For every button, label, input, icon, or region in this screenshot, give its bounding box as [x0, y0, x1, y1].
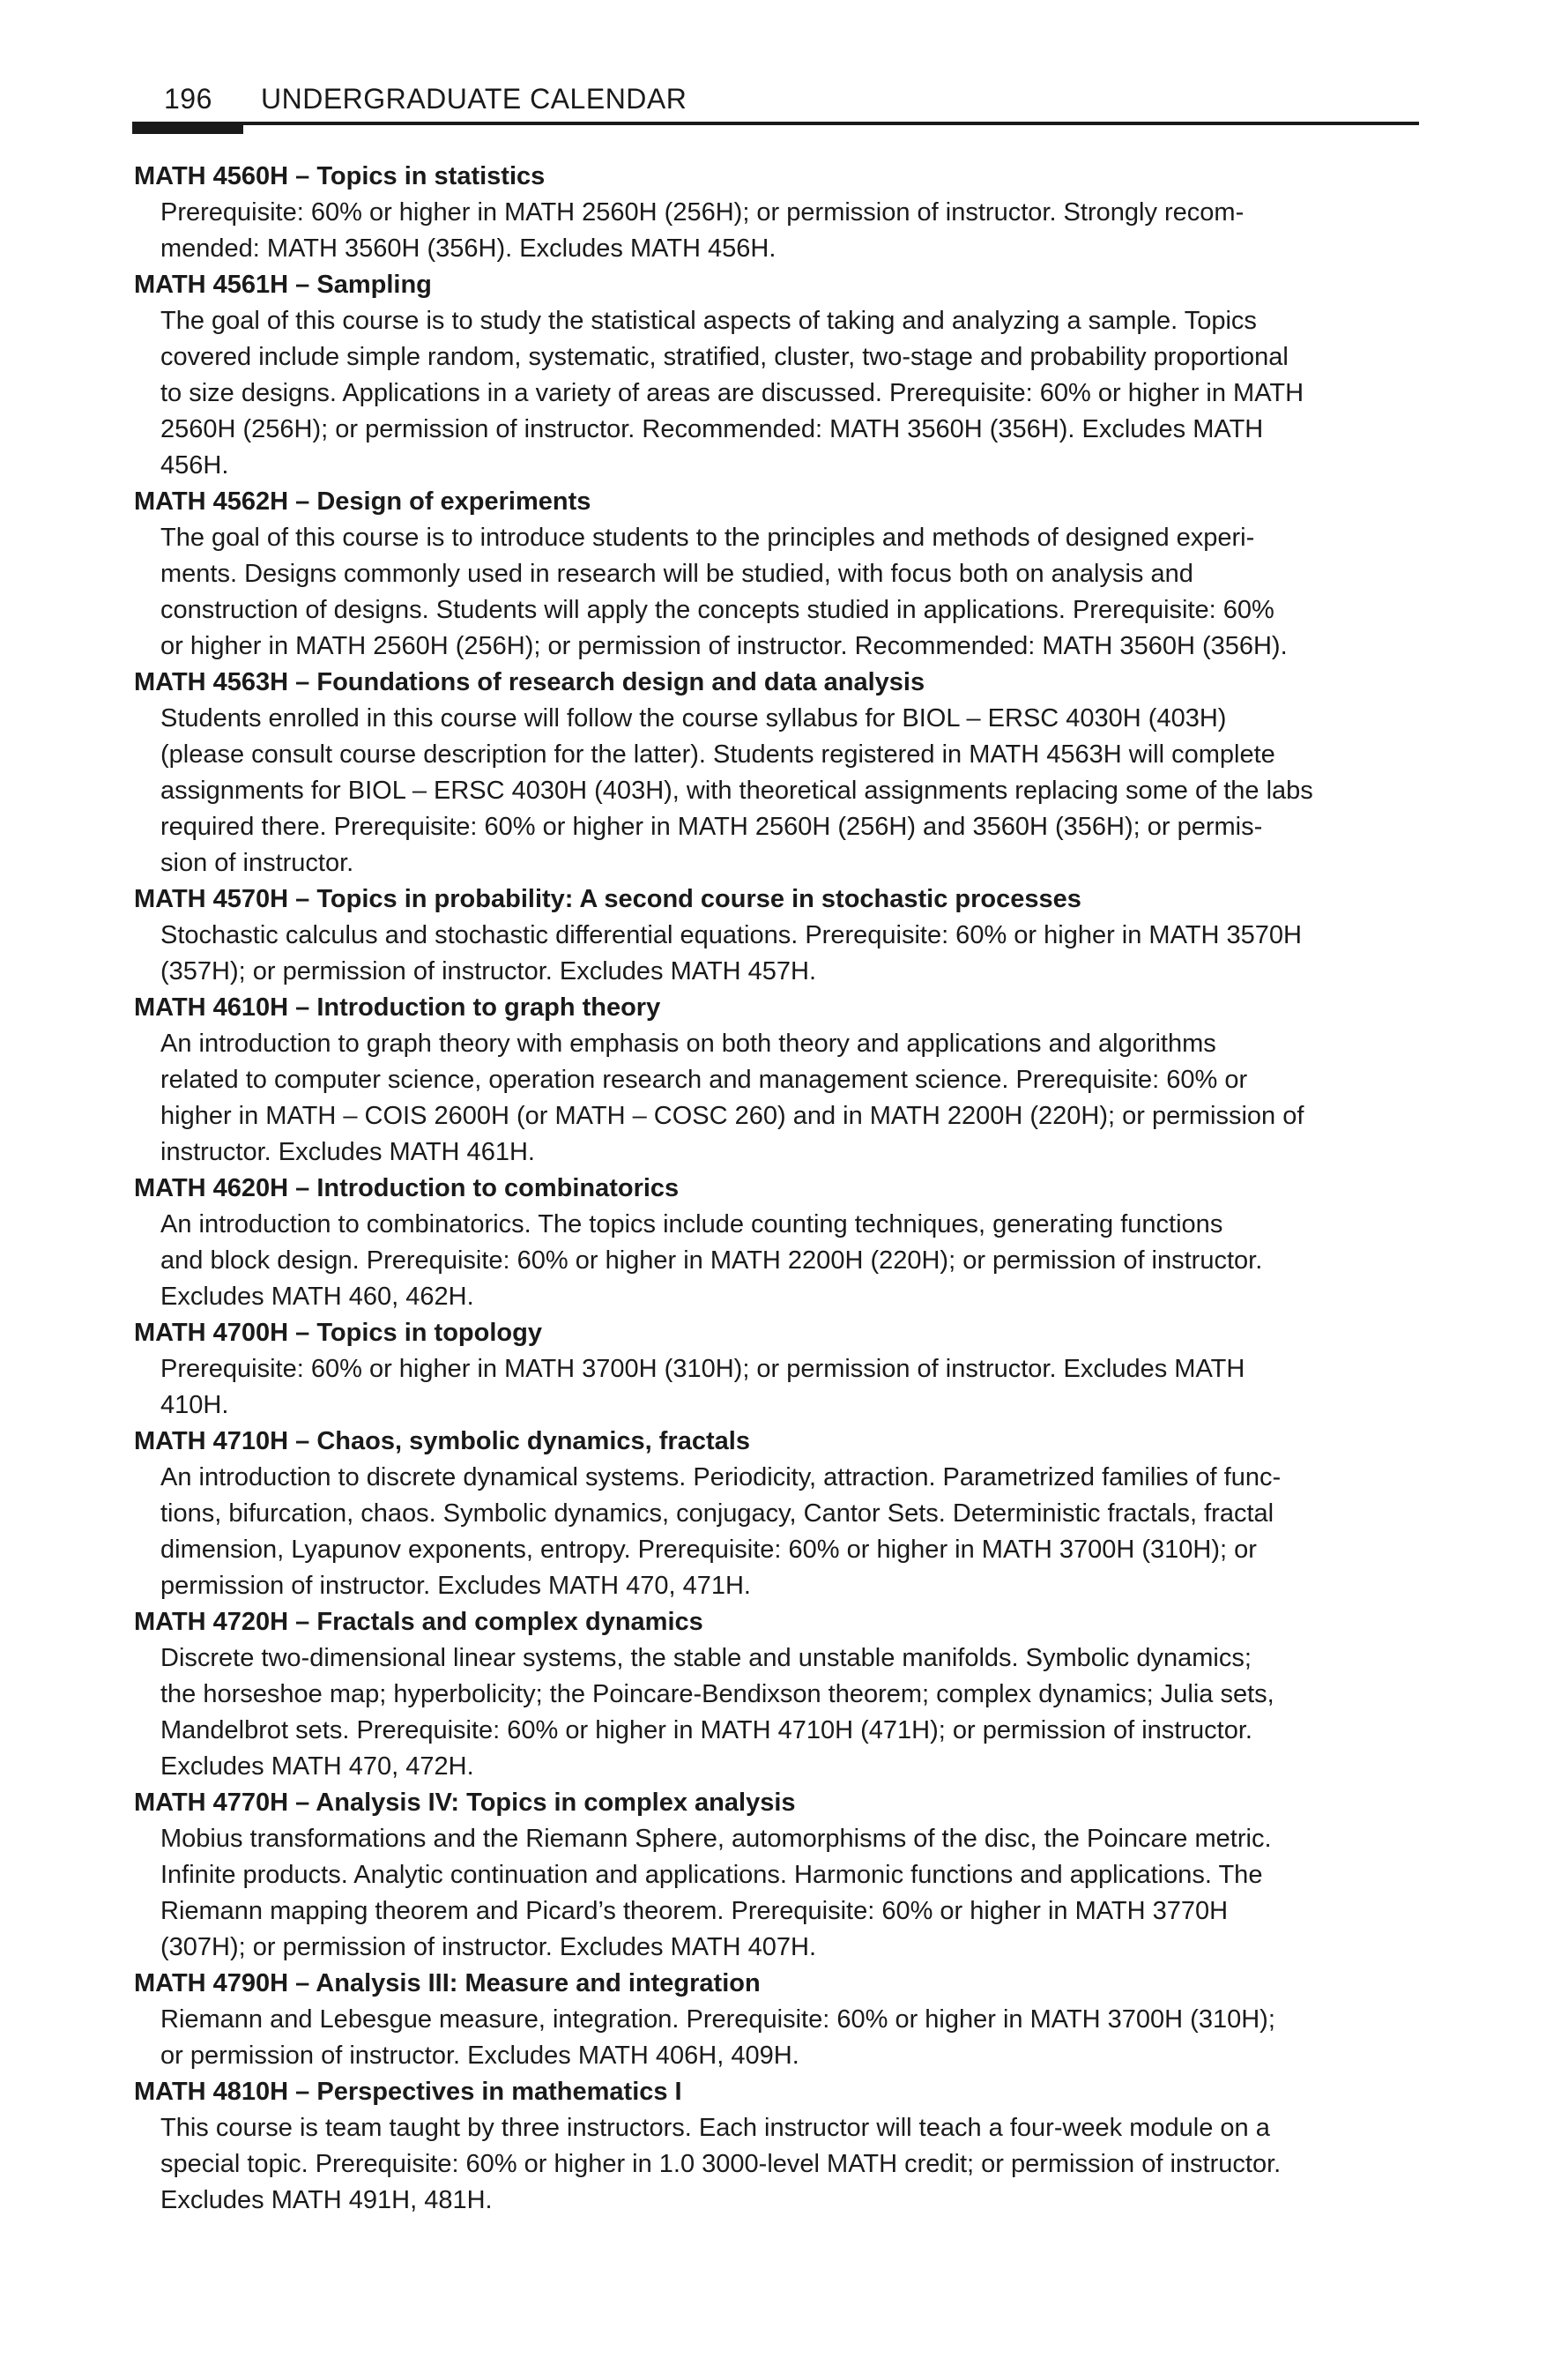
course-description-line: covered include simple random, systematic, stratified, cluster, two-stage and probability proportional — [160, 343, 1289, 371]
course-title: MATH 4561H – Sampling — [134, 271, 432, 299]
course-entry — [134, 1785, 1421, 1966]
course-description-line: An introduction to combinatorics. The topics include counting techniques, generating functions — [160, 1210, 1223, 1238]
course-entry — [134, 159, 1421, 267]
course-description-line: Excludes MATH 470, 472H. — [160, 1752, 474, 1781]
page-number: 196 — [164, 83, 212, 115]
course-description — [134, 520, 1421, 665]
course-description-line: the horseshoe map; hyperbolicity; the Poincare-Bendixson theorem; complex dynamics; Julia sets, — [160, 1680, 1274, 1708]
course-description-line: to size designs. Applications in a variety of areas are discussed. Prerequisite: 60% or higher in MATH — [160, 379, 1304, 407]
course-description-line: The goal of this course is to introduce students to the principles and methods of designed experi- — [160, 524, 1255, 552]
header-rule — [132, 122, 1419, 125]
course-description — [134, 701, 1421, 881]
course-description-line: Discrete two-dimensional linear systems, the stable and unstable manifolds. Symbolic dynamics; — [160, 1644, 1252, 1672]
course-entry — [134, 1315, 1421, 1424]
course-description-line: permission of instructor. Excludes MATH 470, 471H. — [160, 1572, 751, 1600]
course-entry — [134, 1604, 1421, 1785]
course-description-line: (307H); or permission of instructor. Excludes MATH 407H. — [160, 1933, 817, 1961]
course-description-line: Stochastic calculus and stochastic differential equations. Prerequisite: 60% or higher in MATH 3570H — [160, 921, 1302, 949]
course-description — [134, 1351, 1421, 1424]
course-description — [134, 1460, 1421, 1604]
course-description — [134, 2110, 1421, 2219]
course-entry — [134, 881, 1421, 990]
course-title: MATH 4790H – Analysis III: Measure and integration — [134, 1969, 761, 1997]
course-description-line: The goal of this course is to study the statistical aspects of taking and analyzing a sample. Topics — [160, 307, 1257, 335]
course-description — [134, 1821, 1421, 1966]
course-title: MATH 4570H – Topics in probability: A second course in stochastic processes — [134, 885, 1081, 913]
course-description-line: or permission of instructor. Excludes MATH 406H, 409H. — [160, 2042, 799, 2070]
course-entry — [134, 1966, 1421, 2074]
course-description-line: 410H. — [160, 1391, 229, 1419]
course-description-line: Infinite products. Analytic continuation and applications. Harmonic functions and applications. The — [160, 1861, 1263, 1889]
course-description-line: Mobius transformations and the Riemann Sphere, automorphisms of the disc, the Poincare metric. — [160, 1825, 1272, 1853]
course-description-line: construction of designs. Students will apply the concepts studied in applications. Prerequisite: 60% — [160, 596, 1274, 624]
course-title: MATH 4620H – Introduction to combinatorics — [134, 1174, 680, 1202]
course-description — [134, 918, 1421, 990]
course-description-line: 2560H (256H); or permission of instructor. Recommended: MATH 3560H (356H). Excludes MATH — [160, 415, 1264, 443]
course-description-line: tions, bifurcation, chaos. Symbolic dynamics, conjugacy, Cantor Sets. Deterministic fractals, fractal — [160, 1499, 1274, 1528]
course-description-line: special topic. Prerequisite: 60% or higher in 1.0 3000-level MATH credit; or permission of instructor. — [160, 2150, 1282, 2178]
course-description-line: An introduction to graph theory with emphasis on both theory and applications and algorithms — [160, 1030, 1216, 1058]
course-entry — [134, 1171, 1421, 1315]
course-entry — [134, 267, 1421, 484]
running-head — [164, 83, 687, 115]
course-description-line: (357H); or permission of instructor. Excludes MATH 457H. — [160, 957, 817, 985]
course-title: MATH 4770H – Analysis IV: Topics in complex analysis — [134, 1789, 796, 1817]
course-description-line: Prerequisite: 60% or higher in MATH 2560H (256H); or permission of instructor. Strongly recom- — [160, 198, 1245, 227]
course-title: MATH 4700H – Topics in topology — [134, 1319, 542, 1347]
course-list — [134, 159, 1421, 2219]
header-tab-mark — [132, 122, 243, 134]
course-description — [134, 1640, 1421, 1785]
course-description-line: Students enrolled in this course will follow the course syllabus for BIOL – ERSC 4030H (403H) — [160, 704, 1227, 733]
course-description — [134, 195, 1421, 267]
course-description-line: Mandelbrot sets. Prerequisite: 60% or higher in MATH 4710H (471H); or permission of instructor. — [160, 1716, 1252, 1744]
course-entry — [134, 484, 1421, 665]
course-description-line: (please consult course description for the latter). Students registered in MATH 4563H will complete — [160, 740, 1275, 769]
course-description-line: This course is team taught by three instructors. Each instructor will teach a four-week module on a — [160, 2114, 1270, 2142]
course-description — [134, 2002, 1421, 2074]
course-description-line: sion of instructor. — [160, 849, 354, 877]
course-title: MATH 4720H – Fractals and complex dynamics — [134, 1608, 703, 1636]
course-description-line: Excludes MATH 491H, 481H. — [160, 2186, 493, 2214]
course-description-line: ments. Designs commonly used in research will be studied, with focus both on analysis and — [160, 560, 1193, 588]
course-description-line: dimension, Lyapunov exponents, entropy. Prerequisite: 60% or higher in MATH 3700H (310H); or — [160, 1536, 1257, 1564]
course-description — [134, 1026, 1421, 1171]
course-title: MATH 4562H – Design of experiments — [134, 487, 591, 516]
course-description-line: Riemann and Lebesgue measure, integration. Prerequisite: 60% or higher in MATH 3700H (310H); — [160, 2005, 1275, 2034]
course-title: MATH 4610H – Introduction to graph theory — [134, 993, 661, 1022]
course-title: MATH 4710H – Chaos, symbolic dynamics, fractals — [134, 1427, 750, 1455]
course-description-line: instructor. Excludes MATH 461H. — [160, 1138, 535, 1166]
course-description-line: required there. Prerequisite: 60% or higher in MATH 2560H (256H) and 3560H (356H); or permis- — [160, 813, 1263, 841]
course-title: MATH 4560H – Topics in statistics — [134, 162, 546, 190]
course-entry — [134, 665, 1421, 881]
course-description — [134, 303, 1421, 484]
course-description-line: Prerequisite: 60% or higher in MATH 3700H (310H); or permission of instructor. Excludes MATH — [160, 1355, 1245, 1383]
course-entry — [134, 1424, 1421, 1604]
course-entry — [134, 990, 1421, 1171]
course-description-line: related to computer science, operation research and management science. Prerequisite: 60% or — [160, 1066, 1248, 1094]
course-description-line: Riemann mapping theorem and Picard’s theorem. Prerequisite: 60% or higher in MATH 3770H — [160, 1897, 1229, 1925]
course-description-line: Excludes MATH 460, 462H. — [160, 1283, 474, 1311]
course-description-line: An introduction to discrete dynamical systems. Periodicity, attraction. Parametrized families of func- — [160, 1463, 1282, 1491]
course-description-line: higher in MATH – COIS 2600H (or MATH – COSC 260) and in MATH 2200H (220H); or permission of — [160, 1102, 1304, 1130]
course-description — [134, 1207, 1421, 1315]
course-entry — [134, 2074, 1421, 2219]
course-title: MATH 4810H – Perspectives in mathematics I — [134, 2078, 682, 2106]
course-title: MATH 4563H – Foundations of research design and data analysis — [134, 668, 925, 696]
course-description-line: and block design. Prerequisite: 60% or higher in MATH 2200H (220H); or permission of instructor. — [160, 1246, 1263, 1275]
course-description-line: mended: MATH 3560H (356H). Excludes MATH 456H. — [160, 234, 776, 263]
course-description-line: 456H. — [160, 451, 229, 480]
course-description-line: or higher in MATH 2560H (256H); or permission of instructor. Recommended: MATH 3560H (356H). — [160, 632, 1288, 660]
running-title: UNDERGRADUATE CALENDAR — [261, 83, 687, 115]
course-description-line: assignments for BIOL – ERSC 4030H (403H), with theoretical assignments replacing some of the labs — [160, 777, 1313, 805]
